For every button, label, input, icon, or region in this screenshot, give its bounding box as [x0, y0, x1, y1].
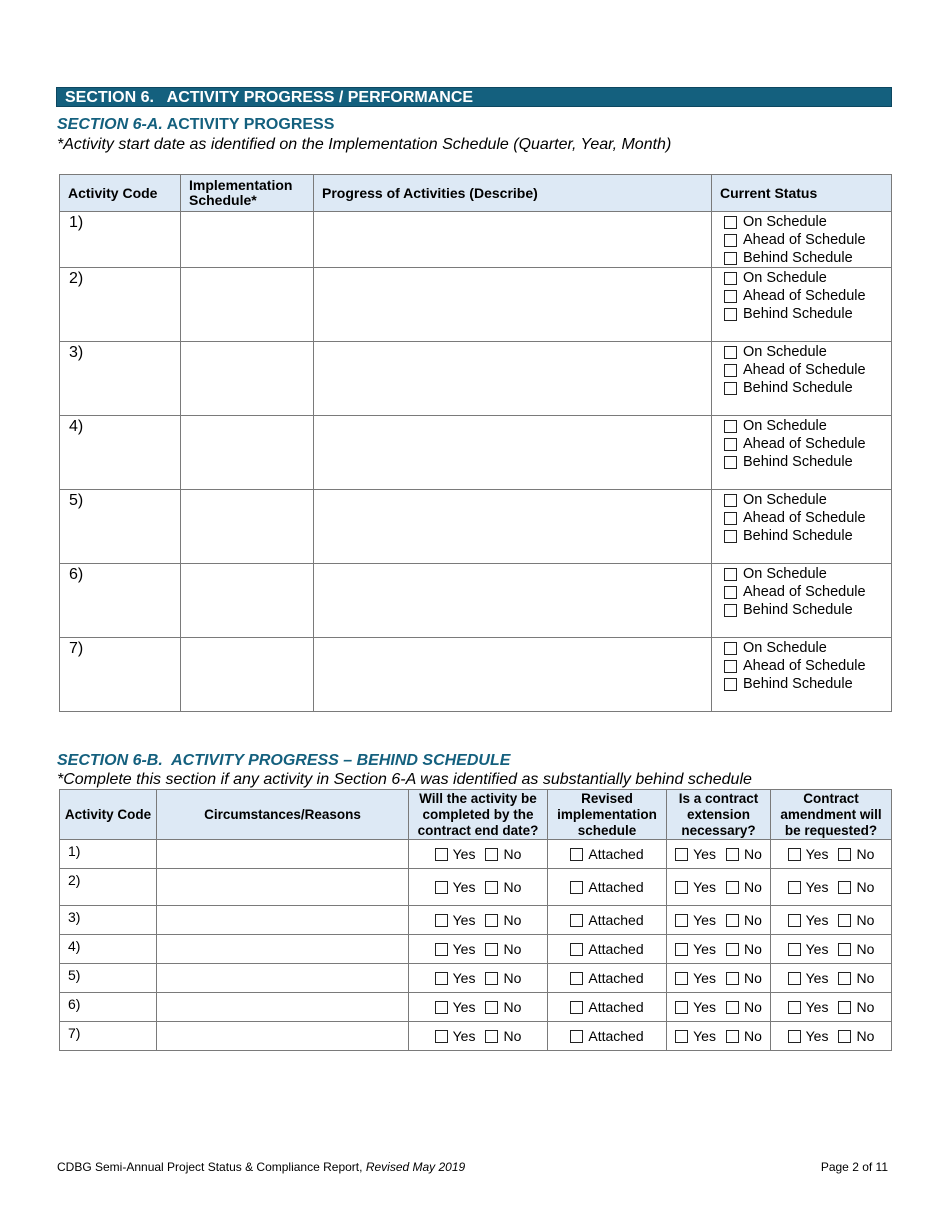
status-on-label: On Schedule: [743, 566, 827, 582]
b-activity-code-cell: 2): [60, 869, 157, 906]
extension-cell: [667, 906, 771, 935]
extension-cell: [667, 993, 771, 1022]
complete-no-checkbox[interactable]: [485, 1030, 498, 1043]
extension-no-checkbox[interactable]: [726, 1030, 739, 1043]
header-b-amendment: Contract amendment will be requested?: [771, 790, 892, 840]
status-ahead-label: Ahead of Schedule: [743, 232, 866, 248]
implementation-schedule-cell[interactable]: [181, 564, 314, 638]
progress-description-cell[interactable]: [314, 564, 712, 638]
amendment-no-checkbox[interactable]: [838, 1030, 851, 1043]
yes-label: Yes: [805, 1028, 829, 1044]
progress-description-cell[interactable]: [314, 490, 712, 564]
ahead-schedule-checkbox[interactable]: [724, 290, 737, 303]
status-option-behind[interactable]: [712, 527, 891, 545]
on-schedule-checkbox[interactable]: [724, 272, 737, 285]
ahead-schedule-checkbox[interactable]: [724, 234, 737, 247]
yes-label: Yes: [693, 912, 716, 928]
amendment-cell: [771, 906, 892, 935]
yes-label: Yes: [452, 941, 476, 957]
status-ahead-label: Ahead of Schedule: [743, 362, 866, 378]
no-label: No: [856, 846, 875, 862]
no-label: No: [856, 999, 875, 1015]
reasons-cell[interactable]: [157, 964, 409, 993]
behind-schedule-checkbox[interactable]: [724, 604, 737, 617]
yes-label: Yes: [693, 879, 716, 895]
extension-no-checkbox[interactable]: [726, 881, 739, 894]
status-option-behind[interactable]: [712, 379, 891, 397]
section-6a-title-prefix: SECTION 6-A.: [57, 116, 163, 133]
status-behind-label: Behind Schedule: [743, 380, 853, 396]
progress-row: [60, 564, 892, 638]
amendment-no-checkbox[interactable]: [838, 1001, 851, 1014]
behind-row: [60, 1022, 892, 1051]
status-behind-label: Behind Schedule: [743, 602, 853, 618]
behind-schedule-checkbox[interactable]: [724, 678, 737, 691]
extension-no-checkbox[interactable]: [726, 1001, 739, 1014]
header-b-extension: Is a contract extension necessary?: [667, 790, 771, 840]
progress-description-cell[interactable]: [314, 212, 712, 268]
no-label: No: [503, 970, 522, 986]
b-activity-code-cell: 3): [60, 906, 157, 935]
activity-code-cell: 2): [60, 268, 181, 342]
extension-yes-checkbox[interactable]: [675, 1030, 688, 1043]
yes-label: Yes: [452, 846, 476, 862]
progress-row: [60, 416, 892, 490]
attached-label: Attached: [588, 941, 644, 957]
amendment-no-checkbox[interactable]: [838, 848, 851, 861]
no-label: No: [743, 912, 762, 928]
amendment-cell: [771, 840, 892, 869]
progress-description-cell[interactable]: [314, 342, 712, 416]
on-schedule-checkbox[interactable]: [724, 346, 737, 359]
no-label: No: [503, 846, 522, 862]
complete-yes-checkbox[interactable]: [435, 943, 448, 956]
amendment-yes-checkbox[interactable]: [788, 914, 801, 927]
no-label: No: [856, 879, 875, 895]
status-option-ahead[interactable]: [712, 509, 891, 527]
extension-yes-checkbox[interactable]: [675, 1001, 688, 1014]
progress-row: [60, 342, 892, 416]
complete-yes-checkbox[interactable]: [435, 848, 448, 861]
status-behind-label: Behind Schedule: [743, 676, 853, 692]
footer-left: [57, 1160, 465, 1174]
complete-cell: [409, 993, 548, 1022]
yes-label: Yes: [805, 912, 829, 928]
footer-page-number: Page 2 of 11: [820, 1160, 888, 1174]
current-status-cell: [712, 490, 892, 564]
status-on-label: On Schedule: [743, 270, 827, 286]
behind-row: [60, 964, 892, 993]
status-ahead-label: Ahead of Schedule: [743, 510, 866, 526]
b-activity-code-cell: 7): [60, 1022, 157, 1051]
implementation-schedule-cell[interactable]: [181, 268, 314, 342]
status-option-on[interactable]: [712, 343, 891, 361]
header-activity-code: Activity Code: [60, 175, 181, 212]
extension-no-checkbox[interactable]: [726, 848, 739, 861]
no-label: No: [503, 941, 522, 957]
complete-cell: [409, 840, 548, 869]
header-progress: Progress of Activities (Describe): [314, 175, 712, 212]
section-6b-title-prefix: SECTION 6-B.: [57, 752, 163, 769]
yes-label: Yes: [805, 846, 829, 862]
b-activity-code-cell: 5): [60, 964, 157, 993]
behind-schedule-checkbox[interactable]: [724, 252, 737, 265]
amendment-cell: [771, 869, 892, 906]
yes-label: Yes: [693, 1028, 716, 1044]
progress-row: [60, 268, 892, 342]
amendment-no-checkbox[interactable]: [838, 881, 851, 894]
status-option-on[interactable]: [712, 213, 891, 231]
current-status-cell: [712, 268, 892, 342]
status-behind-label: Behind Schedule: [743, 250, 853, 266]
amendment-cell: [771, 964, 892, 993]
amendment-no-checkbox[interactable]: [838, 914, 851, 927]
behind-row: [60, 993, 892, 1022]
revised-cell: [548, 869, 667, 906]
complete-no-checkbox[interactable]: [485, 848, 498, 861]
complete-cell: [409, 1022, 548, 1051]
attached-checkbox[interactable]: [570, 914, 583, 927]
attached-label: Attached: [588, 879, 644, 895]
complete-cell: [409, 869, 548, 906]
footer-left-text: CDBG Semi-Annual Project Status & Compliance Report,: [57, 1160, 363, 1174]
no-label: No: [743, 941, 762, 957]
reasons-cell[interactable]: [157, 1022, 409, 1051]
yes-label: Yes: [693, 846, 716, 862]
on-schedule-checkbox[interactable]: [724, 420, 737, 433]
section-6b-note: *Complete this section if any activity in Section 6-A was identified as substantially behind schedule: [57, 771, 752, 788]
status-option-behind[interactable]: [712, 675, 891, 693]
on-schedule-checkbox[interactable]: [724, 216, 737, 229]
extension-yes-checkbox[interactable]: [675, 914, 688, 927]
status-on-label: On Schedule: [743, 214, 827, 230]
no-label: No: [856, 941, 875, 957]
current-status-cell: [712, 564, 892, 638]
no-label: No: [743, 970, 762, 986]
current-status-cell: [712, 212, 892, 268]
status-behind-label: Behind Schedule: [743, 528, 853, 544]
ahead-schedule-checkbox[interactable]: [724, 438, 737, 451]
extension-cell: [667, 869, 771, 906]
no-label: No: [503, 879, 522, 895]
status-option-on[interactable]: [712, 417, 891, 435]
header-current-status: Current Status: [712, 175, 892, 212]
yes-label: Yes: [805, 970, 829, 986]
complete-yes-checkbox[interactable]: [435, 972, 448, 985]
no-label: No: [503, 1028, 522, 1044]
current-status-cell: [712, 342, 892, 416]
complete-yes-checkbox[interactable]: [435, 1001, 448, 1014]
amendment-cell: [771, 1022, 892, 1051]
status-ahead-label: Ahead of Schedule: [743, 436, 866, 452]
amendment-no-checkbox[interactable]: [838, 972, 851, 985]
complete-no-checkbox[interactable]: [485, 943, 498, 956]
status-option-on[interactable]: [712, 639, 891, 657]
revised-cell: [548, 840, 667, 869]
yes-label: Yes: [805, 879, 829, 895]
status-option-on[interactable]: [712, 565, 891, 583]
attached-label: Attached: [588, 846, 644, 862]
attached-checkbox[interactable]: [570, 1001, 583, 1014]
yes-label: Yes: [452, 879, 476, 895]
implementation-schedule-cell[interactable]: [181, 638, 314, 712]
no-label: No: [856, 1028, 875, 1044]
complete-yes-checkbox[interactable]: [435, 1030, 448, 1043]
extension-cell: [667, 1022, 771, 1051]
extension-no-checkbox[interactable]: [726, 914, 739, 927]
yes-label: Yes: [452, 912, 476, 928]
yes-label: Yes: [693, 999, 716, 1015]
amendment-yes-checkbox[interactable]: [788, 881, 801, 894]
behind-schedule-checkbox[interactable]: [724, 456, 737, 469]
complete-no-checkbox[interactable]: [485, 881, 498, 894]
section-6a-title-rest: ACTIVITY PROGRESS: [162, 116, 335, 133]
activity-progress-table: [59, 174, 892, 712]
extension-cell: [667, 840, 771, 869]
status-on-label: On Schedule: [743, 640, 827, 656]
progress-row: [60, 212, 892, 268]
status-option-behind[interactable]: [712, 601, 891, 619]
no-label: No: [503, 999, 522, 1015]
activity-code-cell: 4): [60, 416, 181, 490]
status-option-on[interactable]: [712, 269, 891, 287]
extension-cell: [667, 935, 771, 964]
status-on-label: On Schedule: [743, 418, 827, 434]
amendment-yes-checkbox[interactable]: [788, 1030, 801, 1043]
section-6-header: SECTION 6. ACTIVITY PROGRESS / PERFORMANCE: [56, 87, 892, 107]
behind-row: [60, 869, 892, 906]
status-option-ahead[interactable]: [712, 435, 891, 453]
status-ahead-label: Ahead of Schedule: [743, 658, 866, 674]
header-b-complete: Will the activity be completed by the contract end date?: [409, 790, 548, 840]
status-option-behind[interactable]: [712, 453, 891, 471]
ahead-schedule-checkbox[interactable]: [724, 364, 737, 377]
ahead-schedule-checkbox[interactable]: [724, 660, 737, 673]
progress-description-cell[interactable]: [314, 416, 712, 490]
yes-label: Yes: [693, 941, 716, 957]
no-label: No: [856, 912, 875, 928]
extension-no-checkbox[interactable]: [726, 972, 739, 985]
progress-row: [60, 490, 892, 564]
reasons-cell[interactable]: [157, 993, 409, 1022]
complete-no-checkbox[interactable]: [485, 972, 498, 985]
status-option-ahead[interactable]: [712, 657, 891, 675]
behind-row: [60, 906, 892, 935]
activity-code-cell: 7): [60, 638, 181, 712]
header-b-reasons: Circumstances/Reasons: [157, 790, 409, 840]
extension-yes-checkbox[interactable]: [675, 943, 688, 956]
extension-yes-checkbox[interactable]: [675, 848, 688, 861]
amendment-yes-checkbox[interactable]: [788, 943, 801, 956]
no-label: No: [743, 1028, 762, 1044]
behind-schedule-checkbox[interactable]: [724, 308, 737, 321]
extension-cell: [667, 964, 771, 993]
current-status-cell: [712, 638, 892, 712]
behind-schedule-checkbox[interactable]: [724, 382, 737, 395]
on-schedule-checkbox[interactable]: [724, 642, 737, 655]
extension-yes-checkbox[interactable]: [675, 881, 688, 894]
implementation-schedule-cell[interactable]: [181, 416, 314, 490]
yes-label: Yes: [805, 999, 829, 1015]
extension-yes-checkbox[interactable]: [675, 972, 688, 985]
activity-code-cell: 1): [60, 212, 181, 268]
ahead-schedule-checkbox[interactable]: [724, 512, 737, 525]
header-b-revised: Revised implementation schedule: [548, 790, 667, 840]
reasons-cell[interactable]: [157, 906, 409, 935]
yes-label: Yes: [693, 970, 716, 986]
status-option-ahead[interactable]: [712, 231, 891, 249]
header-b-activity-code: Activity Code: [60, 790, 157, 840]
revised-cell: [548, 964, 667, 993]
no-label: No: [503, 912, 522, 928]
complete-cell: [409, 906, 548, 935]
b-activity-code-cell: 4): [60, 935, 157, 964]
attached-label: Attached: [588, 1028, 644, 1044]
status-option-ahead[interactable]: [712, 287, 891, 305]
behind-row: [60, 935, 892, 964]
attached-label: Attached: [588, 970, 644, 986]
complete-no-checkbox[interactable]: [485, 1001, 498, 1014]
yes-label: Yes: [452, 1028, 476, 1044]
status-option-on[interactable]: [712, 491, 891, 509]
section-6b-title-rest: ACTIVITY PROGRESS – BEHIND SCHEDULE: [162, 752, 511, 769]
current-status-cell: [712, 416, 892, 490]
complete-cell: [409, 935, 548, 964]
activity-code-cell: 5): [60, 490, 181, 564]
amendment-yes-checkbox[interactable]: [788, 972, 801, 985]
complete-yes-checkbox[interactable]: [435, 914, 448, 927]
section-6b-title: [57, 752, 510, 770]
status-option-ahead[interactable]: [712, 583, 891, 601]
revised-cell: [548, 1022, 667, 1051]
amendment-yes-checkbox[interactable]: [788, 1001, 801, 1014]
amendment-cell: [771, 935, 892, 964]
attached-checkbox[interactable]: [570, 972, 583, 985]
section-6a-title: [57, 116, 334, 134]
implementation-schedule-cell[interactable]: [181, 342, 314, 416]
amendment-no-checkbox[interactable]: [838, 943, 851, 956]
on-schedule-checkbox[interactable]: [724, 494, 737, 507]
no-label: No: [856, 970, 875, 986]
complete-cell: [409, 964, 548, 993]
section-6a-note: *Activity start date as identified on the Implementation Schedule (Quarter, Year, Month): [57, 136, 672, 153]
status-option-ahead[interactable]: [712, 361, 891, 379]
b-activity-code-cell: 1): [60, 840, 157, 869]
status-on-label: On Schedule: [743, 492, 827, 508]
progress-row: [60, 638, 892, 712]
attached-label: Attached: [588, 999, 644, 1015]
status-option-behind[interactable]: [712, 305, 891, 323]
yes-label: Yes: [452, 970, 476, 986]
implementation-schedule-cell[interactable]: [181, 212, 314, 268]
yes-label: Yes: [452, 999, 476, 1015]
status-option-behind[interactable]: [712, 249, 891, 267]
footer-revised: Revised May 2019: [365, 1160, 466, 1174]
revised-cell: [548, 993, 667, 1022]
extension-no-checkbox[interactable]: [726, 943, 739, 956]
yes-label: Yes: [805, 941, 829, 957]
attached-checkbox[interactable]: [570, 881, 583, 894]
status-ahead-label: Ahead of Schedule: [743, 584, 866, 600]
attached-checkbox[interactable]: [570, 848, 583, 861]
complete-yes-checkbox[interactable]: [435, 881, 448, 894]
revised-cell: [548, 935, 667, 964]
no-label: No: [743, 999, 762, 1015]
status-behind-label: Behind Schedule: [743, 306, 853, 322]
attached-checkbox[interactable]: [570, 943, 583, 956]
behind-row: [60, 840, 892, 869]
progress-description-cell[interactable]: [314, 268, 712, 342]
behind-schedule-table: [59, 789, 892, 1051]
status-behind-label: Behind Schedule: [743, 454, 853, 470]
on-schedule-checkbox[interactable]: [724, 568, 737, 581]
header-implementation-schedule: Implementation Schedule*: [181, 175, 314, 212]
progress-description-cell[interactable]: [314, 638, 712, 712]
attached-label: Attached: [588, 912, 644, 928]
no-label: No: [743, 846, 762, 862]
amendment-cell: [771, 993, 892, 1022]
activity-code-cell: 6): [60, 564, 181, 638]
amendment-yes-checkbox[interactable]: [788, 848, 801, 861]
ahead-schedule-checkbox[interactable]: [724, 586, 737, 599]
status-on-label: On Schedule: [743, 344, 827, 360]
behind-schedule-checkbox[interactable]: [724, 530, 737, 543]
attached-checkbox[interactable]: [570, 1030, 583, 1043]
status-ahead-label: Ahead of Schedule: [743, 288, 866, 304]
activity-code-cell: 3): [60, 342, 181, 416]
complete-no-checkbox[interactable]: [485, 914, 498, 927]
b-activity-code-cell: 6): [60, 993, 157, 1022]
revised-cell: [548, 906, 667, 935]
no-label: No: [743, 879, 762, 895]
implementation-schedule-cell[interactable]: [181, 490, 314, 564]
reasons-cell[interactable]: [157, 935, 409, 964]
reasons-cell[interactable]: [157, 869, 409, 906]
reasons-cell[interactable]: [157, 840, 409, 869]
